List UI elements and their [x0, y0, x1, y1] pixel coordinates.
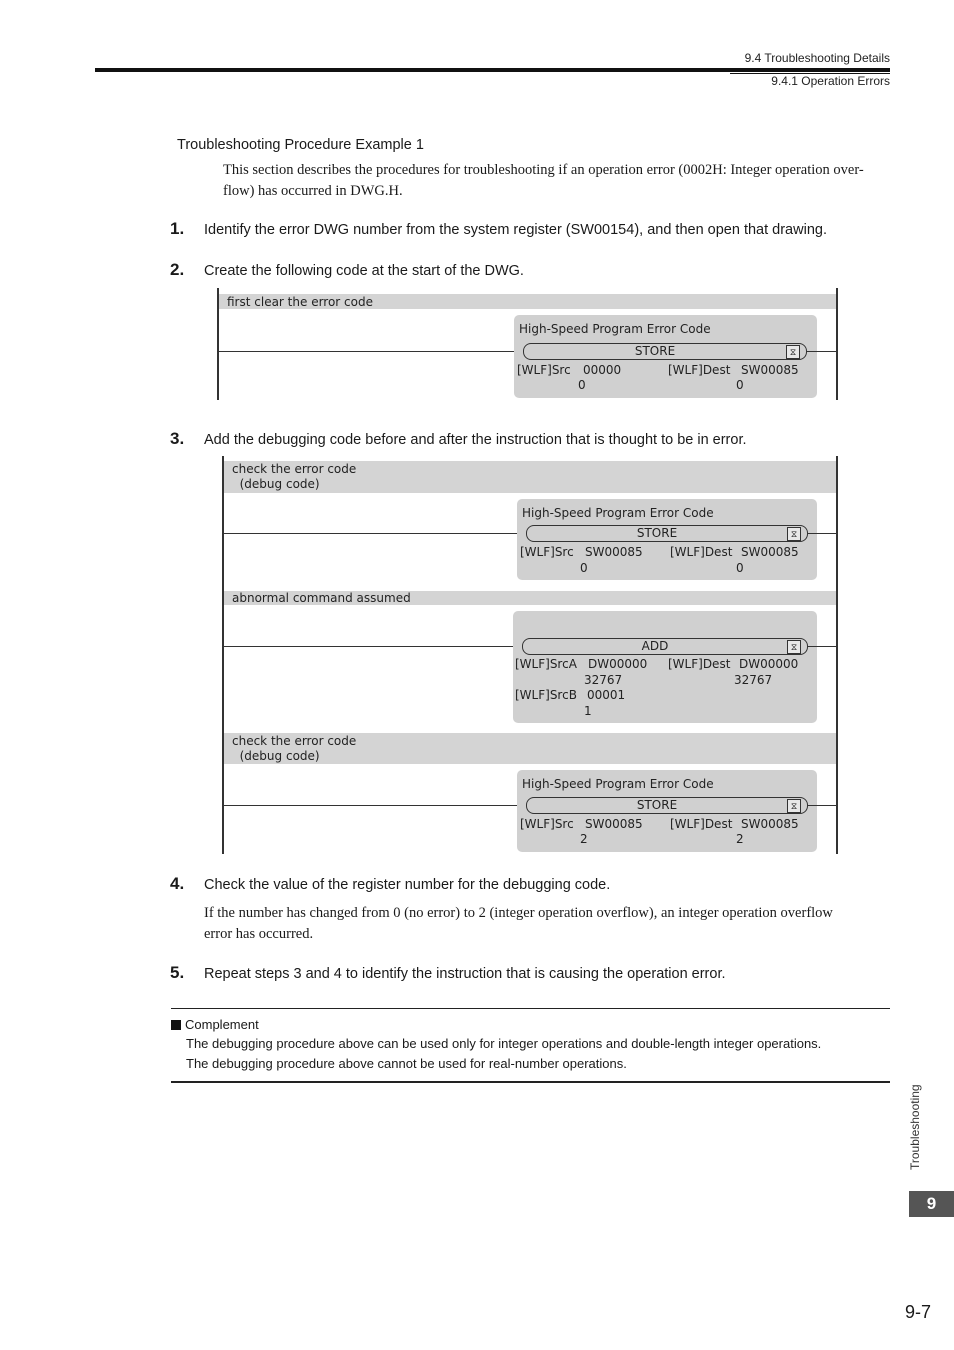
ladder2-comment1: check the error code (debug code) [232, 462, 357, 491]
step-4-text: Check the value of the register number for the debugging code. [204, 877, 611, 893]
ladder2-box3-title: High-Speed Program Error Code [522, 777, 714, 791]
ladder1-dest-label: [WLF]Dest [668, 363, 731, 377]
ladder1-src-reg: 00000 [583, 363, 622, 377]
ladder2-comment2: abnormal command assumed [232, 591, 411, 605]
ladder1-src-val: 0 [578, 378, 586, 392]
header-subsection: 9.4.1 Operation Errors [771, 74, 890, 88]
ladder2-rung1-right [808, 533, 836, 534]
chapter-tab: 9 [909, 1191, 954, 1217]
ladder2-right-rail [836, 456, 838, 854]
ladder2-box3-src-label: [WLF]Src [520, 817, 574, 831]
ladder1-rung-right [807, 351, 836, 352]
complement-title: Complement [185, 1017, 259, 1032]
ladder1-comment: first clear the error code [227, 295, 373, 309]
intro-paragraph [223, 160, 893, 202]
ladder2-left-rail [222, 456, 224, 854]
complement-bottom-rule [171, 1081, 890, 1083]
instruction-icon: ⧖ [787, 640, 801, 654]
ladder2-box3-src-val: 2 [580, 832, 588, 846]
ladder2-box1-dest-label: [WLF]Dest [670, 545, 733, 559]
header-section: 9.4 Troubleshooting Details [744, 51, 890, 65]
ladder2-box2-srca-label: [WLF]SrcA [515, 657, 577, 671]
step-1-text: Identify the error DWG number from the system register (SW00154), and then open that drawing. [204, 222, 827, 238]
ladder2-box2-dest-val: 32767 [734, 673, 773, 687]
example-title: Troubleshooting Procedure Example 1 [177, 137, 424, 153]
complement-line-1: The debugging procedure above can be used only for integer operations and double-length integer operations. [186, 1036, 822, 1051]
ladder2-box1-title: High-Speed Program Error Code [522, 506, 714, 520]
step-4-note-line-2: error has occurred. [204, 926, 314, 942]
ladder2-box1-src-val: 0 [580, 561, 588, 575]
side-chapter-label: Troubleshooting [908, 1084, 922, 1170]
ladder1-instr: STORE [634, 344, 676, 358]
ladder2-box1-pill [526, 525, 808, 542]
instruction-icon: ⧖ [787, 527, 801, 541]
intro-line-2: flow) has occurred in DWG.H. [223, 183, 403, 199]
ladder2-box3-dest-reg: SW00085 [741, 817, 799, 831]
ladder2-box2-dest-reg: DW00000 [739, 657, 799, 671]
step-3-number: 3. [170, 429, 185, 448]
intro-line-1: This section describes the procedures for troubleshooting if an operation error (0002H: Integer operation over- [223, 162, 864, 178]
page-number: 9-7 [904, 1302, 931, 1322]
step-3-text: Add the debugging code before and after the instruction that is thought to be in error. [204, 432, 747, 448]
ladder2-box3-dest-val: 2 [736, 832, 744, 846]
ladder2-comment3: check the error code (debug code) [232, 734, 357, 763]
step-1-number: 1. [170, 219, 185, 238]
ladder2-rung3-right [808, 805, 836, 806]
ladder2-box3-dest-label: [WLF]Dest [670, 817, 733, 831]
instruction-icon: ⧖ [786, 345, 800, 359]
ladder2-box1-dest-val: 0 [736, 561, 744, 575]
ladder1-rung-left [219, 351, 515, 352]
ladder2-box2-srca-val: 32767 [584, 673, 623, 687]
ladder2-box2-srcb-label: [WLF]SrcB [515, 688, 577, 702]
ladder2-rung1-left [224, 533, 518, 534]
ladder2-rung2-left [224, 646, 514, 647]
step-4-note-line-1: If the number has changed from 0 (no error) to 2 (integer operation overflow), an integer operation overflow [204, 905, 833, 921]
ladder2-box1-instr: STORE [636, 526, 678, 540]
ladder1-src-label: [WLF]Src [517, 363, 571, 377]
ladder2-rung2-right [808, 646, 836, 647]
ladder2-box1-src-reg: SW00085 [585, 545, 643, 559]
ladder2-box2-pill [522, 638, 808, 655]
complement-line-2: The debugging procedure above cannot be used for real-number operations. [186, 1056, 627, 1071]
ladder1-instr-pill [523, 343, 807, 360]
ladder2-box2-instr: ADD [641, 639, 669, 653]
ladder2-box2-srcb-val: 1 [584, 704, 592, 718]
ladder2-box1-dest-reg: SW00085 [741, 545, 799, 559]
ladder2-box3-instr: STORE [636, 798, 678, 812]
step-5-number: 5. [170, 963, 185, 982]
ladder2-box2-srca-reg: DW00000 [588, 657, 648, 671]
ladder1-box-title: High-Speed Program Error Code [519, 322, 711, 336]
ladder2-box2-srcb-reg: 00001 [587, 688, 626, 702]
header-rule [95, 68, 890, 72]
ladder2-rung3-left [224, 805, 518, 806]
ladder1-dest-reg: SW00085 [741, 363, 799, 377]
step-4-number: 4. [170, 874, 185, 893]
ladder2-box3-pill [526, 797, 808, 814]
step-4-note [204, 903, 894, 945]
complement-top-rule [171, 1008, 890, 1009]
ladder2-box1-src-label: [WLF]Src [520, 545, 574, 559]
ladder1-dest-val: 0 [736, 378, 744, 392]
instruction-icon: ⧖ [787, 799, 801, 813]
step-5-text: Repeat steps 3 and 4 to identify the instruction that is causing the operation error. [204, 966, 726, 982]
square-bullet-icon [171, 1020, 181, 1030]
step-2-text: Create the following code at the start of the DWG. [204, 263, 524, 279]
ladder2-box3-src-reg: SW00085 [585, 817, 643, 831]
ladder1-right-rail [836, 288, 838, 400]
ladder2-box2-dest-label: [WLF]Dest [668, 657, 731, 671]
step-2-number: 2. [170, 260, 185, 279]
